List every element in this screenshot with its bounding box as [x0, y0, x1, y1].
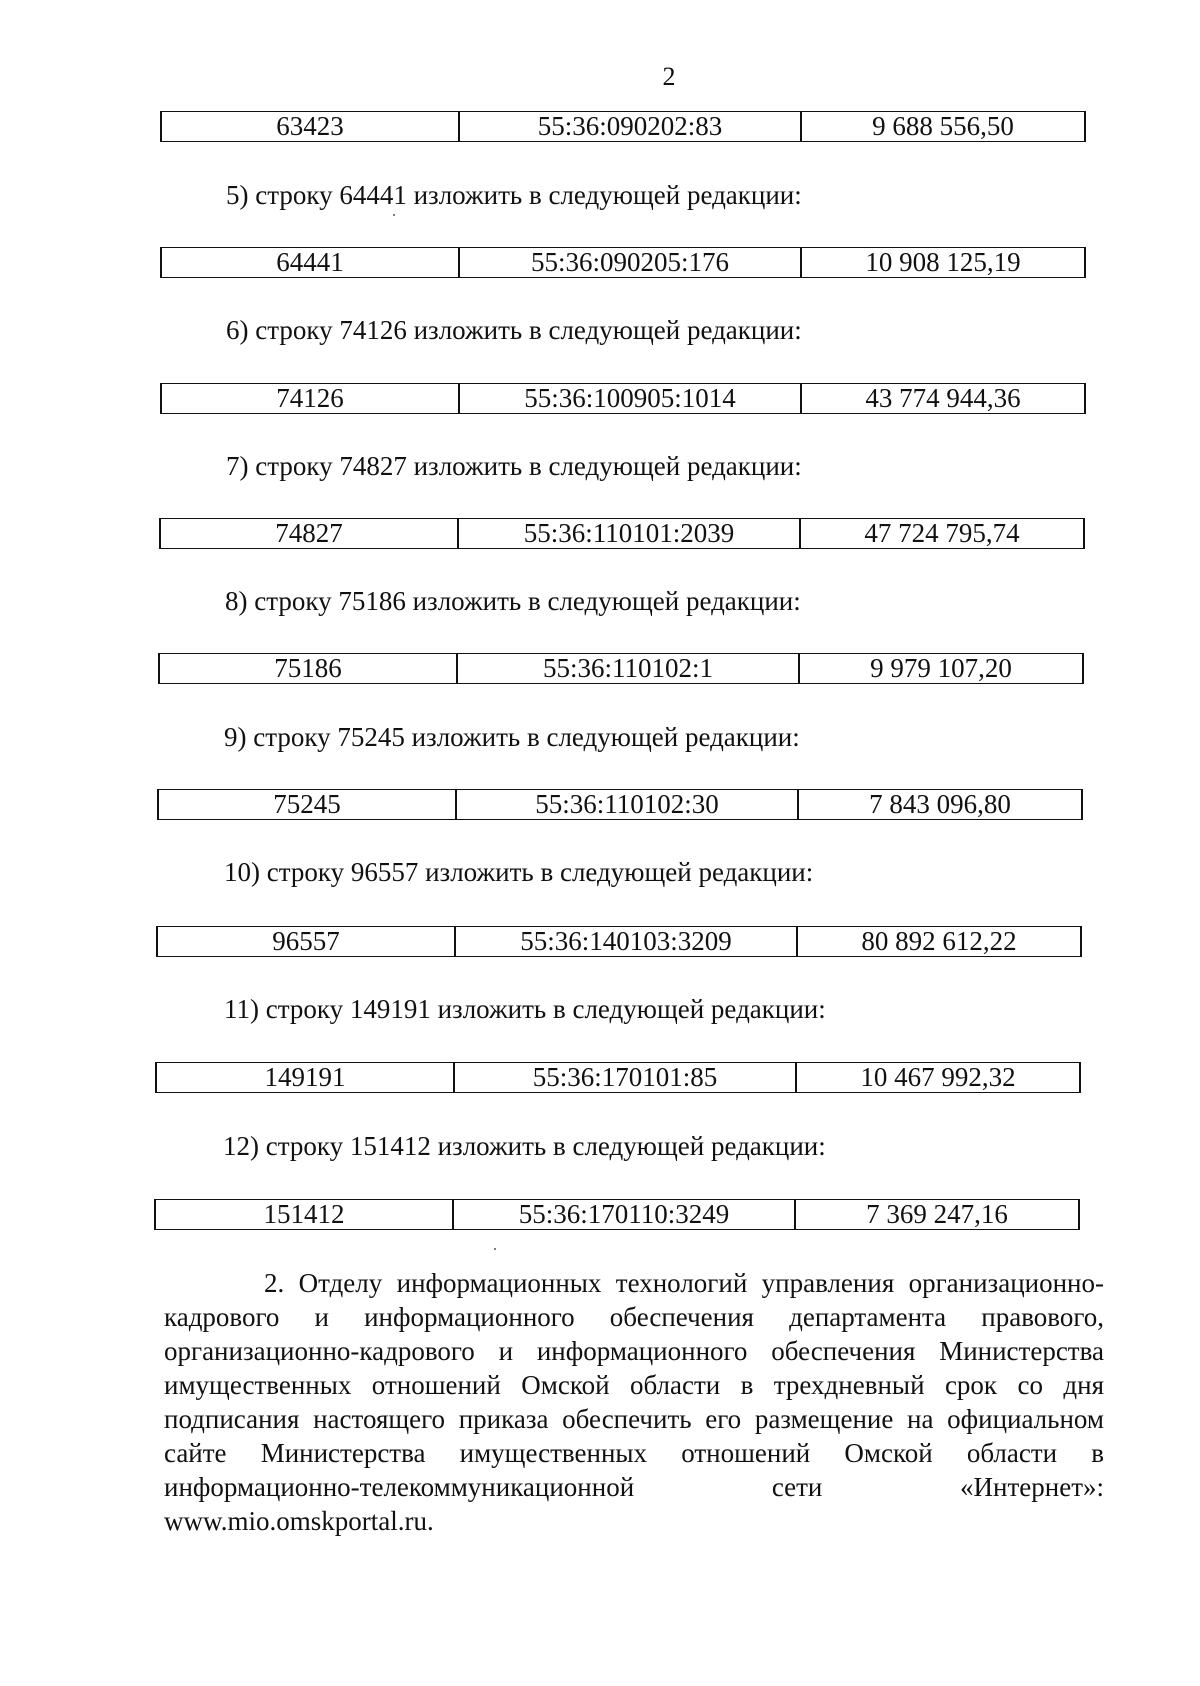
table-row — [159, 654, 1083, 684]
instruction-12: 12) строку 151412 изложить в следующей редакции: — [223, 1131, 826, 1161]
cadastral-number-cell: 55:36:110102:30 — [456, 790, 798, 820]
value-cell: 43 774 944,36 — [801, 384, 1085, 414]
cadastral-number-cell: 55:36:110101:2039 — [458, 519, 800, 549]
record-table-75186 — [158, 653, 1084, 684]
row-number-cell: 151412 — [155, 1200, 453, 1230]
table-row — [155, 1200, 1079, 1230]
page-number: 2 — [662, 62, 676, 91]
scan-speck — [393, 214, 395, 216]
cadastral-number-cell: 55:36:170110:3249 — [453, 1200, 795, 1230]
cadastral-number-cell: 55:36:170101:85 — [454, 1063, 796, 1093]
cadastral-number-cell: 55:36:100905:1014 — [459, 384, 801, 414]
value-cell: 7 843 096,80 — [798, 790, 1082, 820]
value-cell: 7 369 247,16 — [795, 1200, 1079, 1230]
row-number-cell: 75186 — [159, 654, 457, 684]
row-number-cell: 96557 — [157, 927, 455, 957]
table-row — [161, 112, 1085, 142]
paragraph-line: имущественных отношений Омской области в трехдневный срок со дня — [164, 1370, 1104, 1400]
row-number-cell: 64441 — [161, 248, 459, 278]
cadastral-number-cell: 55:36:090205:176 — [459, 248, 801, 278]
value-cell: 47 724 795,74 — [800, 519, 1084, 549]
paragraph-line: подписания настоящего приказа обеспечить его размещение на официальном — [164, 1404, 1104, 1434]
cadastral-number-cell: 55:36:110102:1 — [457, 654, 799, 684]
paragraph-split-part: сети — [771, 1472, 823, 1502]
cadastral-number-cell: 55:36:140103:3209 — [455, 927, 797, 957]
instruction-7: 7) строку 74827 изложить в следующей редакции: — [226, 451, 802, 481]
instruction-9: 9) строку 75245 изложить в следующей редакции: — [224, 722, 800, 752]
value-cell: 9 979 107,20 — [799, 654, 1083, 684]
instruction-10: 10) строку 96557 изложить в следующей редакции: — [224, 857, 814, 887]
table-row — [160, 519, 1084, 549]
row-number-cell: 63423 — [161, 112, 459, 142]
paragraph-line: сайте Министерства имущественных отношений Омской области в — [164, 1438, 1104, 1468]
paragraph-line-url: www.mio.omskportal.ru. — [164, 1506, 434, 1536]
cadastral-number-cell: 55:36:090202:83 — [459, 112, 801, 142]
value-cell: 10 467 992,32 — [796, 1063, 1080, 1093]
value-cell: 80 892 612,22 — [797, 927, 1081, 957]
paragraph-split-line — [164, 1470, 1104, 1504]
paragraph-line: 2. Отделу информационных технологий управления организационно- — [264, 1268, 1104, 1298]
table-row — [158, 790, 1082, 820]
record-table-151412 — [154, 1199, 1080, 1230]
section-2-paragraph — [164, 1266, 1104, 1538]
record-table-149191 — [155, 1062, 1081, 1093]
table-row — [156, 1063, 1080, 1093]
scan-speck — [494, 1248, 496, 1250]
value-cell: 9 688 556,50 — [801, 112, 1085, 142]
table-row — [157, 927, 1081, 957]
record-table-74126 — [160, 383, 1086, 414]
instruction-6: 6) строку 74126 изложить в следующей редакции: — [226, 315, 802, 345]
record-table-64441 — [160, 247, 1086, 278]
paragraph-line: кадрового и информационного обеспечения департамента правового, — [164, 1302, 1104, 1332]
record-table-75245 — [157, 789, 1083, 820]
row-number-cell: 149191 — [156, 1063, 454, 1093]
instruction-5: 5) строку 64441 изложить в следующей редакции: — [226, 180, 802, 210]
record-table-63423 — [160, 111, 1086, 142]
instruction-11: 11) строку 149191 изложить в следующей редакции: — [224, 994, 826, 1024]
paragraph-line: организационно-кадрового и информационного обеспечения Министерства — [164, 1336, 1104, 1366]
paragraph-split-part: «Интернет»: — [960, 1472, 1104, 1502]
instruction-8: 8) строку 75186 изложить в следующей редакции: — [225, 586, 801, 616]
record-table-74827 — [159, 518, 1085, 549]
row-number-cell: 74827 — [160, 519, 458, 549]
row-number-cell: 75245 — [158, 790, 456, 820]
table-row — [161, 384, 1085, 414]
value-cell: 10 908 125,19 — [801, 248, 1085, 278]
row-number-cell: 74126 — [161, 384, 459, 414]
paragraph-split-part: информационно-телекоммуникационной — [164, 1472, 635, 1502]
record-table-96557 — [156, 926, 1082, 957]
table-row — [161, 248, 1085, 278]
